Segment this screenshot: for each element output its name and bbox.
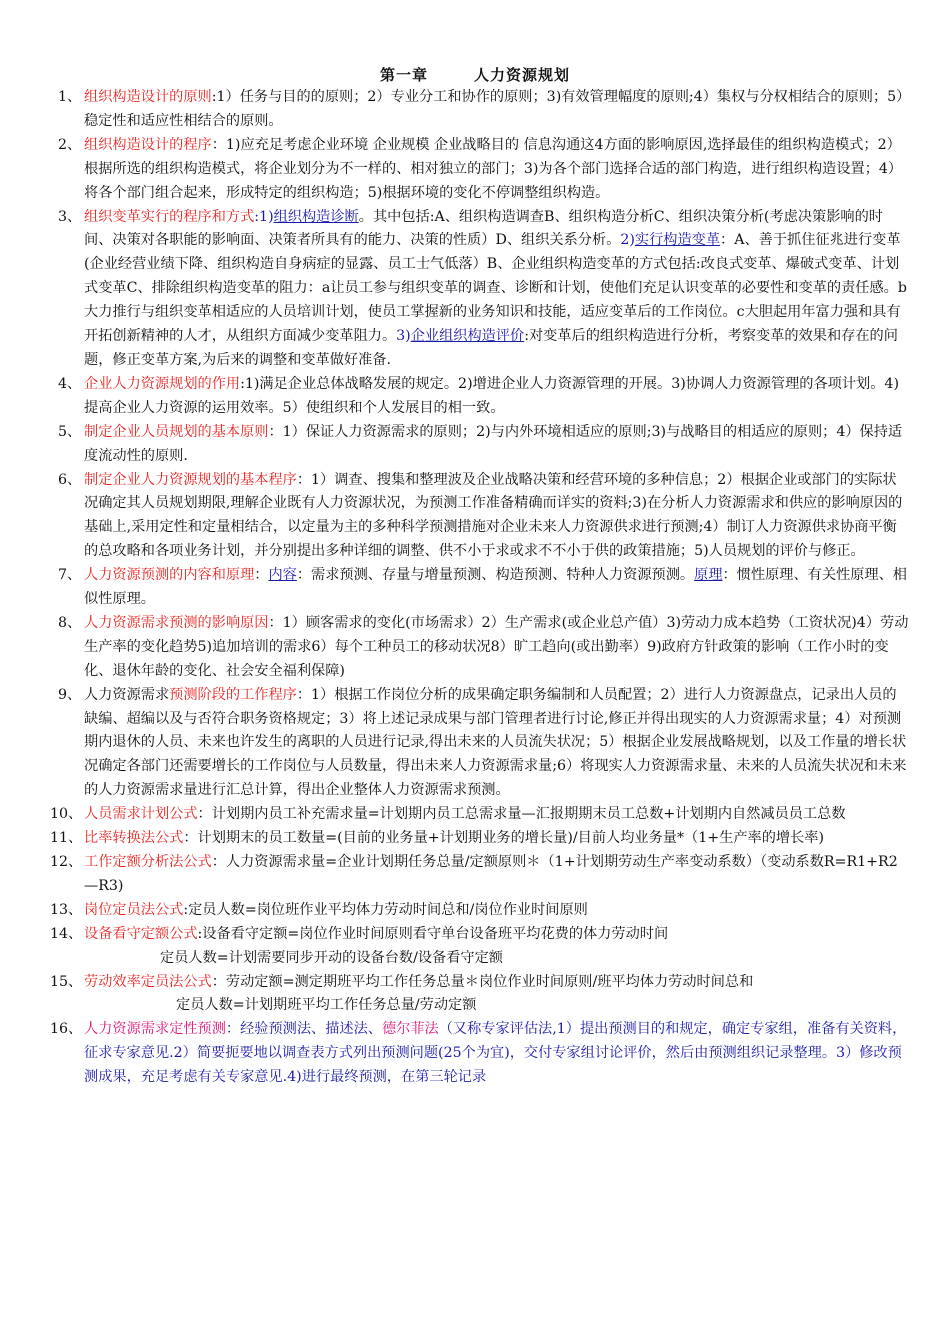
item-number: 1、 bbox=[58, 89, 82, 105]
item-heading: 组织变革实行的程序和方式 bbox=[84, 208, 255, 225]
link-structure-evaluation[interactable]: 企业组织构造评价 bbox=[410, 328, 525, 345]
list-item bbox=[0, 134, 950, 206]
item-number: 6、 bbox=[58, 471, 82, 488]
chapter-title bbox=[0, 64, 950, 85]
item-heading: 人力资源预测的内容和原理 bbox=[84, 567, 255, 584]
chapter-name: 人力资源规划 bbox=[474, 66, 571, 84]
list-item bbox=[0, 684, 950, 804]
item-heading: 组织构造设计的程序 bbox=[84, 136, 212, 153]
list-item bbox=[0, 421, 950, 469]
item-marker: ： bbox=[254, 567, 269, 584]
item-heading: 岗位定员法公式 bbox=[84, 901, 184, 918]
item-text: ：1）调查、搜集和整理波及企业战略决策和经营环境的多种信息；2）根据企业或部门的实际状况确定其人员规划期限,理解企业既有人力资源状况，为预测工作准备精确而详实的资料;3)在分析人力资源需求和供应的影响原因的基础上,采用定性和定量相结合，以定量为主的多种科学预测措施对企业未来人力资源供求进行预测;4）制订人力资源供求协商平衡的总攻略和各项业务计划，并分别提出多种详细的调整、供不小于求或求不不小于供的政策措施；5)人员规划的评价与修正。 bbox=[84, 471, 903, 560]
item-number: 7、 bbox=[58, 567, 82, 584]
item-heading: 设备看守定额公式 bbox=[84, 925, 198, 942]
list-item bbox=[0, 803, 950, 827]
item-heading: 人力资源需求定性预测 bbox=[84, 1021, 226, 1038]
item-text: 。其中包括:A、组织构造调查B、组织构造分析C、组织决策分析(考虑决策影响的时间、决策对各职能的影响面、决策者所具有的能力、决策的性质）D、组织关系分析。 bbox=[84, 208, 883, 249]
item-text: :1）任务与目的的原则；2）专业分工和协作的原则；3)有效管理幅度的原则;4）集权与分权相结合的原则；5）稳定性和适应性相结合的原则。 bbox=[84, 89, 904, 129]
item-number: 8、 bbox=[58, 614, 82, 631]
list-item bbox=[0, 851, 950, 899]
item-heading: 预测阶段的工作程序 bbox=[169, 686, 297, 703]
item-number: 12、 bbox=[50, 854, 83, 870]
item-text: ：计划期内员工补充需求量=计划期内员工总需求量—汇报期期末员工总数+计划期内自然减员员工总数 bbox=[197, 806, 846, 823]
item-text: ：1）根据工作岗位分析的成果确定职务编制和人员配置；2）进行人力资源盘点，记录出人员的缺编、超编以及与否符合职务资格规定；3）将上述记录成果与部门管理者进行讨论,修正并得出现实的人力资源需求量；4）对预测期内退休的人员、未来也许发生的离职的人员进行记录,得出未来的人员流失状况；5）根据企业发展战略规划，以及工作量的增长状况确定各部门还需要增长的工作岗位与人员数量，得出未来人力资源需求量;6）将现实人力资源需求量、未来的人员流失状况和未来的人力资源需求量进行汇总计算，得出企业整体人力资源需求预测。 bbox=[84, 686, 907, 799]
item-subline: 定员人数=计划期班平均工作任务总量/劳动定额 bbox=[176, 997, 477, 1014]
link-org-diagnosis[interactable]: 组织构造诊断 bbox=[273, 208, 359, 225]
item-number: 10、 bbox=[50, 806, 83, 823]
list-item bbox=[0, 469, 950, 565]
item-text: ：经验预测法、描述法、 bbox=[225, 1021, 382, 1038]
item-prefix: 人力资源需求 bbox=[84, 686, 170, 703]
item-heading: 组织构造设计的原则 bbox=[84, 89, 212, 105]
item-text: ：劳动定额=测定期班平均工作任务总量＊岗位作业时间原则/班平均体力劳动时间总和 bbox=[211, 973, 754, 990]
item-number: 9、 bbox=[58, 686, 82, 703]
item-number: 13、 bbox=[50, 901, 83, 918]
item-text: ：需求预测、存量与增量预测、构造预测、特种人力资源预测。 bbox=[296, 567, 695, 584]
chapter-number: 第一章 bbox=[379, 66, 428, 84]
item-marker: :1) bbox=[254, 208, 274, 225]
item-text: ：1）保证人力资源需求的原则；2)与内外环境相适应的原则;3)与战略目的相适应的原则；4）保持适度流动性的原则. bbox=[84, 423, 903, 464]
item-number: 2、 bbox=[58, 136, 82, 153]
item-heading: 企业人力资源规划的作用 bbox=[84, 375, 241, 392]
item-text: ：1）顾客需求的变化(市场需求）2）生产需求(或企业总产值）3)劳动力成本趋势（工资状况)4）劳动生产率的变化趋势5)追加培训的需求6）每个工种员工的移动状况8）旷工趋向(或出勤率）9)政府方针政策的影响（工作小时的变化、退休年龄的变化、社会安全福利保障) bbox=[84, 614, 909, 679]
item-heading: 比率转换法公式 bbox=[84, 830, 184, 847]
item-number: 14、 bbox=[50, 925, 83, 942]
list-item bbox=[0, 86, 950, 134]
list-item bbox=[0, 899, 950, 923]
item-text: （又称专家评估法,1）提出预测目的和规定，确定专家组，准备有关资料，征求专家意见.2）简要扼要地以调查表方式列出预测问题(25个为宜)，交付专家组讨论评价，然后由预测组织记录整理。3）修改预测成果，充足考虑有关专家意见.4)进行最终预测，在第三轮记录 bbox=[84, 1021, 907, 1086]
item-text: :1)满足企业总体战略发展的规定。2)增进企业人力资源管理的开展。3)协调人力资源管理的各项计划。4)提高企业人力资源的运用效率。5）使组织和个人发展目的相一致。 bbox=[84, 375, 899, 416]
item-heading: 人力资源需求预测的影响原因 bbox=[84, 614, 269, 631]
link-principle[interactable]: 原理 bbox=[694, 567, 723, 584]
item-number: 4、 bbox=[58, 375, 82, 392]
item-number: 3、 bbox=[58, 208, 82, 225]
item-text: ：A、善于抓住征兆进行变革(企业经营业绩下降、组织构造自身病症的显露、员工士气低落）B、企业组织构造变革的方式包括:改良式变革、爆破式变革、计划式变革C、排除组织构造变革的阻力：a让员工参与组织变革的调查、诊断和计划，使他们充足认识变革的必要性和变革的责任感。b大力推行与组织变革相适应的人员培训计划，使员工掌握新的业务知识和技能，适应变革后的工作岗位。c大胆起用年富力强和具有开拓创新精神的人才，从组织方面减少变革阻力。 bbox=[84, 232, 907, 345]
link-structure-change[interactable]: 实行构造变革 bbox=[634, 232, 721, 249]
list-item bbox=[0, 612, 950, 684]
item-number: 16、 bbox=[50, 1021, 83, 1038]
list-item bbox=[0, 827, 950, 851]
item-text: :对变革后的组织构造进行分析，考察变革的效果和存在的问题，修正变革方案,为后来的调整和变革做好准备. bbox=[84, 328, 898, 368]
item-number: 15、 bbox=[50, 973, 83, 990]
item-number: 11、 bbox=[50, 830, 83, 847]
item-heading: 制定企业人员规划的基本原则 bbox=[84, 423, 269, 440]
item-list bbox=[0, 86, 950, 1090]
list-item bbox=[0, 206, 950, 373]
item-text: ：1)应充足考虑企业环境 企业规模 企业战略目的 信息沟通这4方面的影响原因,选择最佳的组织构造模式；2）根据所选的组织构造模式，将企业划分为不一样的、相对独立的部门；3)为各个部门选择合适的部门构造，进行组织构造设置；4）将各个部门组合起来，形成特定的组织构造；5)根据环境的变化不停调整组织构造。 bbox=[84, 136, 903, 201]
item-subline: 定员人数=计划需要同步开动的设备台数/设备看守定额 bbox=[160, 949, 503, 966]
item-heading-delphi: 德尔菲法 bbox=[381, 1021, 439, 1038]
item-marker: 3) bbox=[396, 328, 411, 345]
item-text: :定员人数=岗位班作业平均体力劳动时间总和/岗位作业时间原则 bbox=[183, 901, 588, 918]
item-text: ：人力资源需求量=企业计划期任务总量/定额原则＊（1+计划期劳动生产率变动系数）（变动系数R=R1+R2—R3) bbox=[84, 854, 898, 894]
list-item bbox=[0, 1018, 950, 1090]
item-heading: 劳动效率定员法公式 bbox=[84, 973, 212, 990]
item-text: ：计划期末的员工数量=(目前的业务量+计划期业务的增长量)/目前人均业务量*（1+生产率的增长率) bbox=[183, 830, 824, 847]
item-marker: 2) bbox=[620, 232, 635, 249]
item-number: 5、 bbox=[58, 423, 82, 440]
item-heading: 制定企业人力资源规划的基本程序 bbox=[84, 471, 297, 488]
list-item bbox=[0, 373, 950, 421]
link-content[interactable]: 内容 bbox=[268, 567, 297, 584]
item-heading: 工作定额分析法公式 bbox=[84, 854, 212, 870]
item-text: ：惯性原理、有关性原理、相似性原理。 bbox=[84, 567, 907, 608]
list-item bbox=[0, 971, 950, 1019]
item-text: :设备看守定额=岗位作业时间原则看守单台设备班平均花费的体力劳动时间 bbox=[197, 925, 669, 942]
list-item bbox=[0, 564, 950, 612]
item-heading: 人员需求计划公式 bbox=[84, 806, 198, 823]
list-item bbox=[0, 923, 950, 971]
